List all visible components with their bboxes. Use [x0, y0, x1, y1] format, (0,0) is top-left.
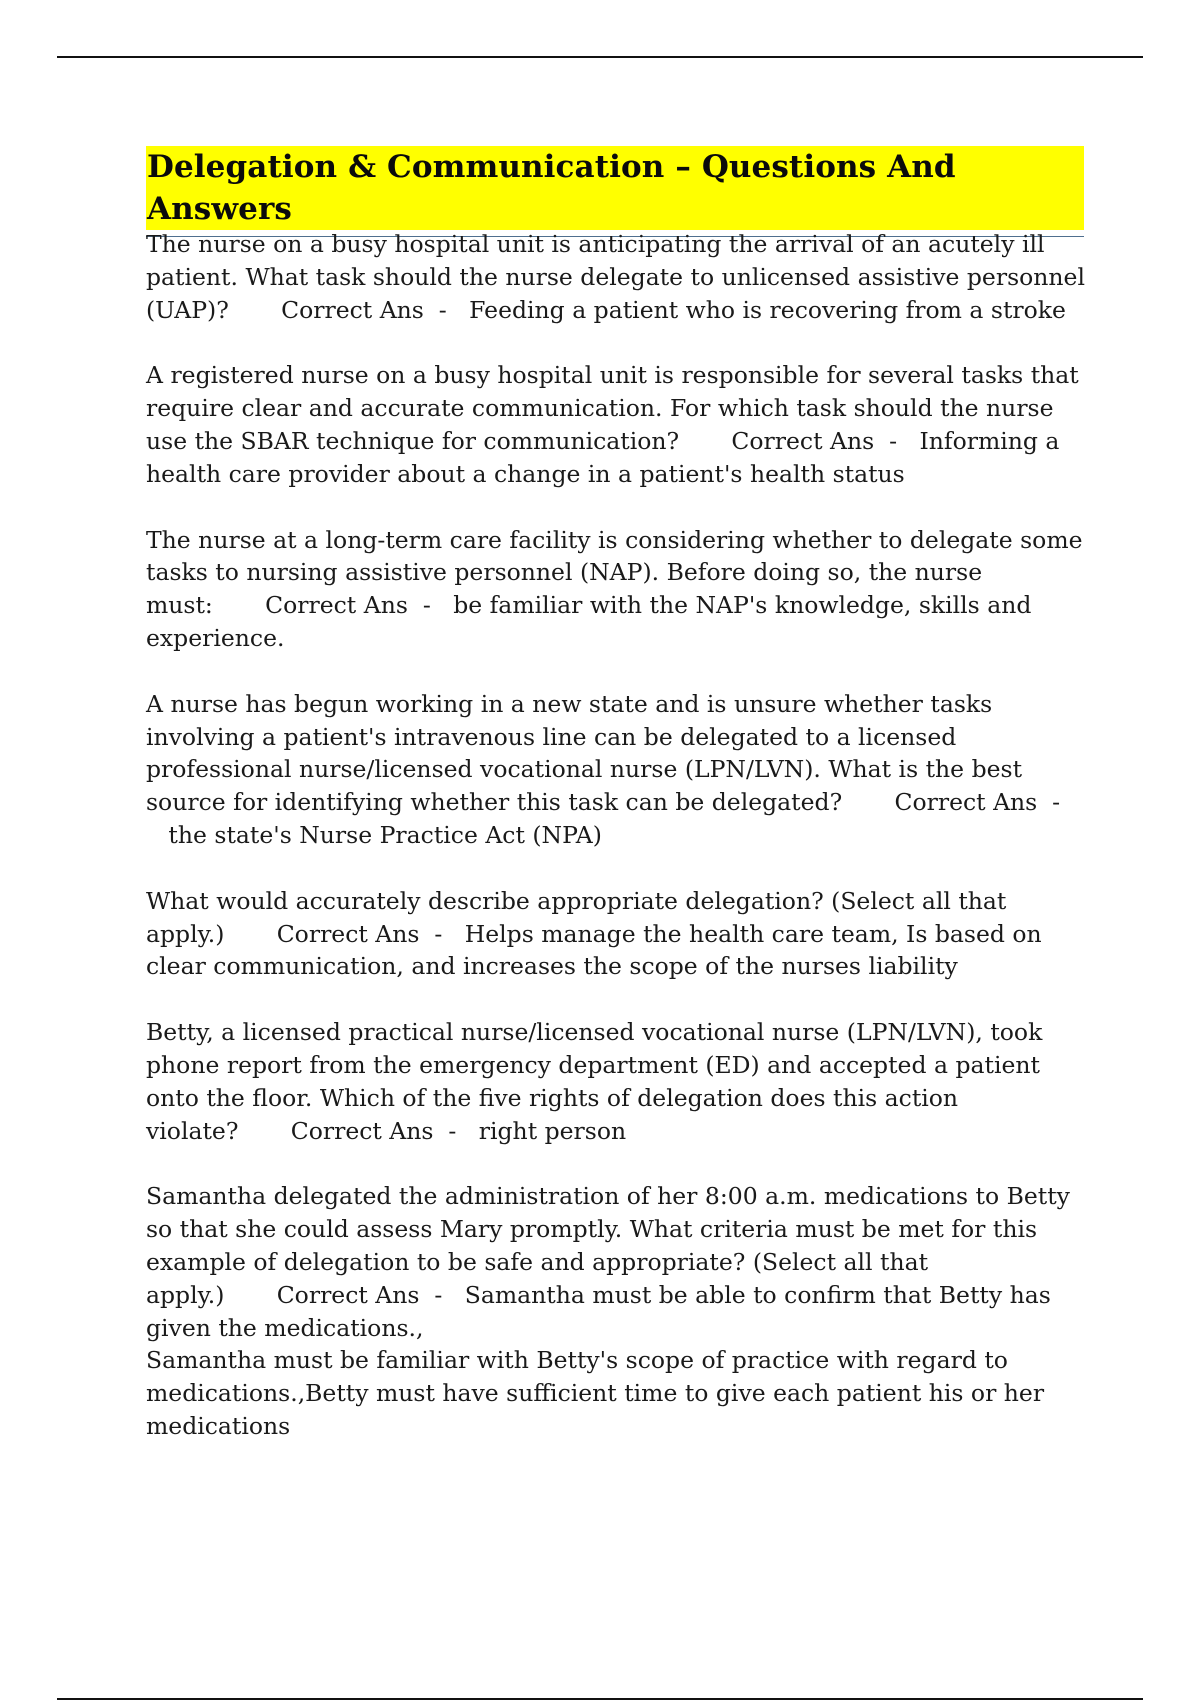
answer-label: Correct Ans - [265, 591, 431, 620]
answer-label: Correct Ans - [731, 426, 898, 455]
document-body [146, 228, 1092, 1476]
question-text: A registered nurse on a busy hospital unit is responsible for several tasks that require clear and accurate communication. For which task should the nurse use the SBAR technique for communication? [146, 361, 1079, 455]
question-text: Betty, a licensed practical nurse/licensed vocational nurse (LPN/LVN), took phone report from the emergency department (ED) and accepted a patient onto the floor. Which of the five rights of delegation does this action violate? [146, 1018, 1043, 1145]
qa-item [146, 885, 1092, 983]
question-text: A nurse has begun working in a new state and is unsure whether tasks involving a patient's intravenous line can be delegated to a licensed professional nurse/licensed vocational nurse (LPN/LVN). What is the best source for identifying whether this task can be delegated? [146, 689, 1023, 817]
question-text: What would accurately describe appropriate delegation? (Select all that apply.) [146, 886, 1007, 948]
answer-label: Correct Ans - [281, 295, 447, 324]
question-text: The nurse on a busy hospital unit is anticipating the arrival of an acutely ill patient. What task should the nurse delegate to unlicensed assistive personnel (UAP)? [146, 230, 1085, 324]
question-text: Samantha delegated the administration of her 8:00 a.m. medications to Betty so that she could assess Mary promptly. What criteria must be met for this example of delegation to be safe and appropriate? (Select all that apply.) [146, 1182, 1070, 1309]
answer-text: Informing a health care provider about a change in a patient's health status [146, 426, 1060, 488]
qa-item [146, 524, 1092, 655]
qa-item [146, 688, 1092, 852]
header-rule [57, 56, 1143, 58]
qa-item [146, 359, 1092, 490]
answer-text-continued: Samantha must be familiar with Betty's scope of practice with regard to medications.,Betty must have sufficient time to give each patient his or her medications [146, 1346, 1045, 1440]
answer-label: Correct Ans - [290, 1116, 457, 1145]
answer-label: Correct Ans - [276, 1280, 443, 1309]
answer-text: right person [478, 1116, 627, 1145]
answer-text: be familiar with the NAP's knowledge, skills and experience. [146, 591, 1032, 652]
answer-label: Correct Ans - [276, 919, 443, 948]
title-block [146, 146, 1084, 237]
answer-text: Helps manage the health care team, Is based on clear communication, and increases the scope of the nurses liability [146, 919, 1042, 981]
answer-text: Feeding a patient who is recovering from a stroke [469, 295, 1066, 324]
answer-label: Correct Ans - [894, 788, 1061, 817]
question-text: The nurse at a long-term care facility is considering whether to delegate some tasks to nursing assistive personnel (NAP). Before doing so, the nurse must: [146, 525, 1083, 620]
document-title: Delegation & Communication – Questions And Answers [146, 146, 1084, 230]
qa-item [146, 1180, 1092, 1442]
answer-text: the state's Nurse Practice Act (NPA) [168, 820, 602, 849]
answer-text: Samantha must be able to confirm that Betty has given the medications., [146, 1280, 1051, 1342]
qa-item [146, 228, 1092, 326]
qa-item [146, 1016, 1092, 1147]
